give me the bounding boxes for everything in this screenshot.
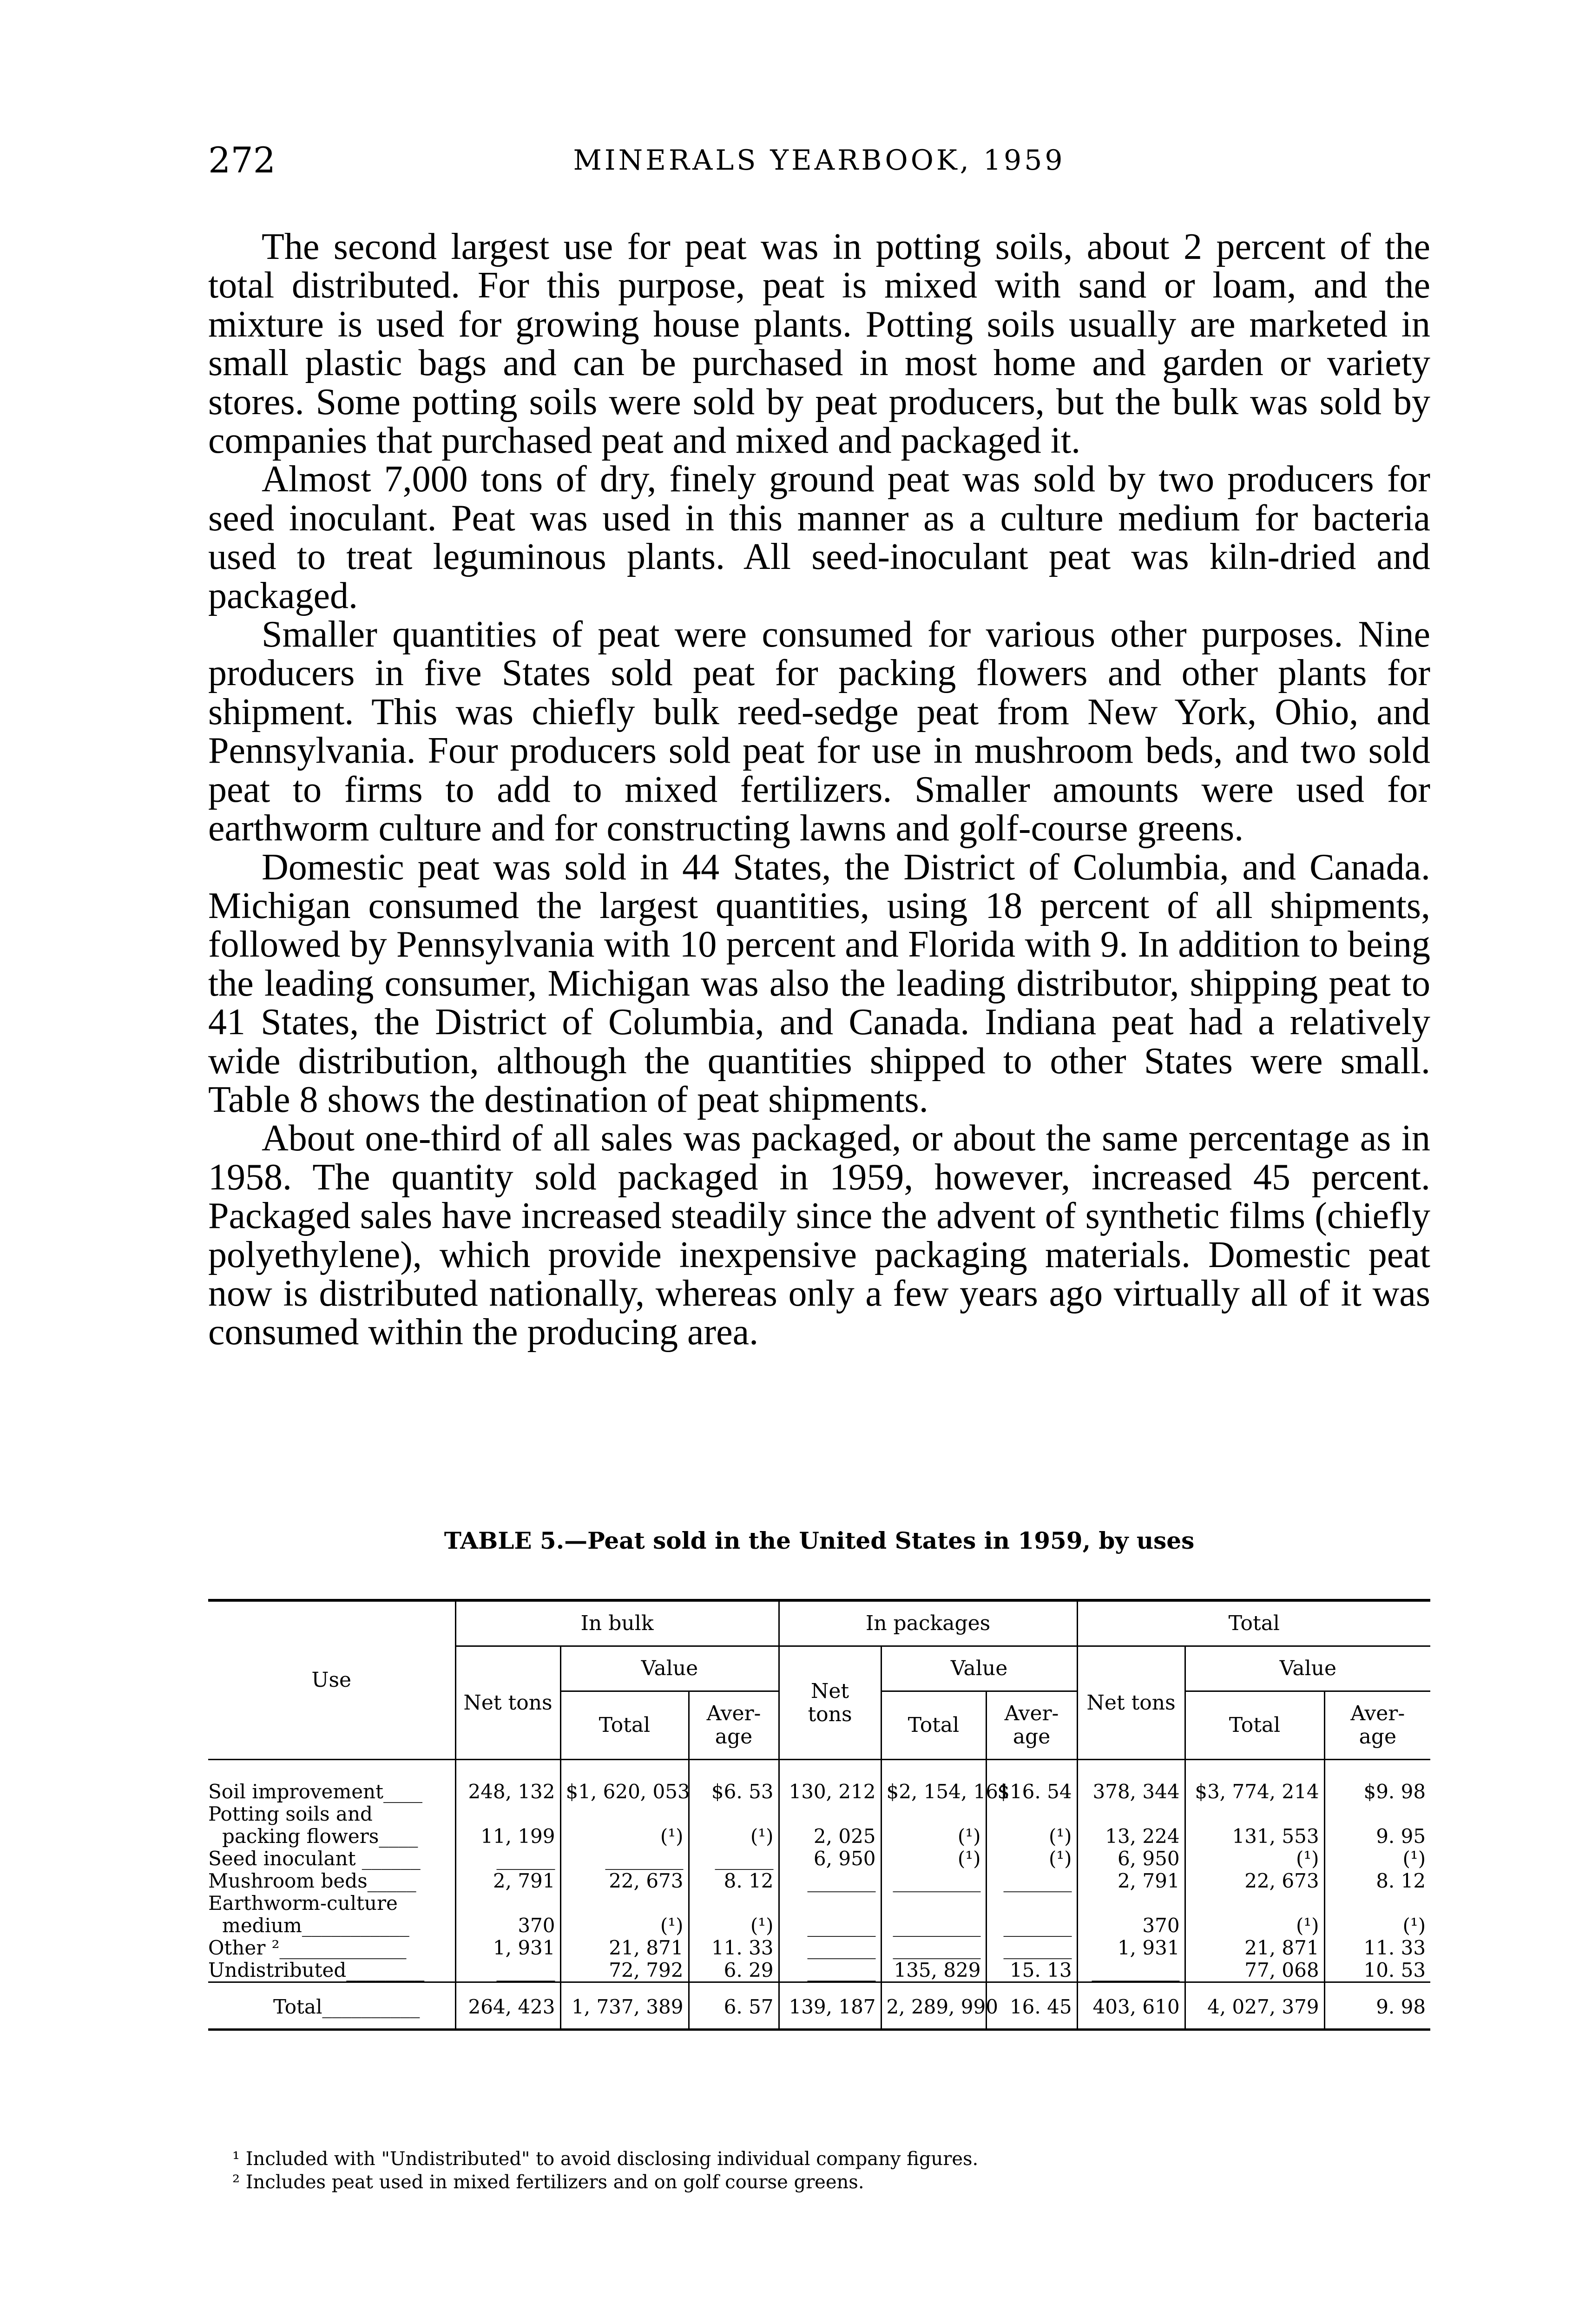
header-total-value: Value (1185, 1646, 1430, 1691)
cell-value: 72, 792 (560, 1959, 689, 1982)
cell-value (689, 1892, 779, 1915)
cell-value: 6. 29 (689, 1959, 779, 1982)
cell-value: $9. 98 (1363, 1780, 1426, 1803)
table-caption: TABLE 5.—Peat sold in the United States in 1959, by uses (444, 1527, 1195, 1554)
table-row (208, 1825, 1430, 1848)
paragraph: Almost 7,000 tons of dry, finely ground peat was sold by two producers for seed inoculant. Peat was used in this manner as a culture medium for bacteria used to treat leguminous plants. All seed-inoculant peat was kiln-dried and packaged. (208, 459, 1430, 616)
cell-value (560, 1892, 689, 1915)
cell-value: (¹) (560, 1825, 689, 1848)
cell-value: 15. 13 (986, 1959, 1077, 1982)
cell-value: 21, 871 (1185, 1937, 1324, 1959)
cell-value: (¹) (1185, 1848, 1324, 1870)
cell-value: _______ (779, 1959, 881, 1982)
cell-value (779, 1803, 881, 1825)
cell-use: Undistributed________ (208, 1959, 455, 1982)
header-packages-value: Value (881, 1646, 1077, 1691)
cell-value: 22, 673 (560, 1870, 689, 1892)
cell-value: ________ (560, 1848, 689, 1870)
cell-value (881, 1803, 986, 1825)
page-number: 272 (208, 139, 276, 181)
cell-value: 248, 132 (455, 1760, 560, 1803)
cell-value: 2, 791 (1077, 1870, 1185, 1892)
table-row (208, 1915, 1430, 1937)
table-container (208, 1599, 1430, 2031)
footnote: ¹ Included with "Undistributed" to avoid disclosing individual company figures. (232, 2148, 979, 2170)
cell-value (689, 1803, 779, 1825)
cell-value: $1, 620, 053 (560, 1760, 689, 1803)
cell-value (986, 1892, 1077, 1915)
cell-value: 10. 53 (1363, 1959, 1426, 1981)
cell-value: 22, 673 (1185, 1870, 1324, 1892)
paragraph: About one-third of all sales was packaged, or about the same percentage as in 1958. The quantity sold packaged in 1959, however, increased 45 percent. Packaged sales have increased steadily since the advent of synthetic films (chiefly polyethylene), which provide inexpensive packaging materials. Domestic peat now is distributed nationally, whereas only a few years ago virtually all of it was consumed within the producing area. (208, 1118, 1430, 1353)
running-title: MINERALS YEARBOOK, 1959 (573, 144, 1066, 177)
cell-value: _______ (986, 1915, 1077, 1937)
cell-value: ______ (455, 1848, 560, 1870)
table-row (208, 1870, 1430, 1892)
cell-value: 131, 553 (1185, 1825, 1324, 1848)
cell-use: Seed inoculant ______ (208, 1848, 455, 1870)
cell-value: (¹) (986, 1825, 1077, 1848)
header-packages-net-tons: Net tons (779, 1646, 881, 1760)
cell-value: $3, 774, 214 (1185, 1760, 1324, 1803)
header-packages-average: Aver- age (986, 1691, 1077, 1760)
cell-value: 11. 33 (689, 1937, 779, 1959)
body-text (208, 228, 1430, 1352)
cell-value: _______ (986, 1870, 1077, 1892)
cell-value: 135, 829 (881, 1959, 986, 1982)
cell-value: 8. 12 (689, 1870, 779, 1892)
cell-value: _________ (1077, 1959, 1185, 1982)
header-bulk-value-total: Total (560, 1691, 689, 1760)
cell-value: 1, 931 (1077, 1937, 1185, 1959)
cell-value: (¹) (1402, 1847, 1426, 1870)
cell-value (779, 1892, 881, 1915)
cell-use: Soil improvement____ (208, 1760, 455, 1803)
cell-use: Potting soils and (208, 1803, 455, 1825)
cell-value: (¹) (689, 1825, 779, 1848)
cell-value (1077, 1892, 1185, 1915)
cell-value: _______ (779, 1915, 881, 1937)
table-total-row (208, 1982, 1430, 2029)
paragraph: Smaller quantities of peat were consumed for various other purposes. Nine producers in five States sold peat for packing flowers and other plants for shipment. This was chiefly bulk reed-sedge peat from New York, Ohio, and Pennsylvania. Four producers sold peat for use in mushroom beds, and two sold peat to firms to add to mixed fertilizers. Smaller amounts were used for earthworm culture and for constructing lawns and golf-course greens. (208, 614, 1430, 849)
cell-value: _______ (779, 1870, 881, 1892)
table-row (208, 1760, 1430, 1803)
cell-use: packing flowers____ (208, 1825, 455, 1848)
paragraph: The second largest use for peat was in potting soils, about 2 percent of the total distributed. For this purpose, peat is mixed with sand or loam, and the mixture is used for growing house plants. Potting soils usually are marketed in small plastic bags and can be purchased in most home and garden or variety stores. Some potting soils were sold by peat producers, but the bulk was sold by companies that purchased peat and mixed and packaged it. (208, 226, 1430, 462)
cell-value: $16. 54 (986, 1760, 1077, 1803)
footnotes (232, 2147, 1394, 2194)
cell-value: _________ (881, 1870, 986, 1892)
cell-value: 6. 57 (689, 1982, 779, 2029)
table-row (208, 1848, 1430, 1870)
cell-value (1077, 1803, 1185, 1825)
cell-value: (¹) (986, 1848, 1077, 1870)
cell-value: 2, 289, 990 (881, 1982, 986, 2029)
table-row (208, 1959, 1430, 1982)
cell-use: Earthworm-culture (208, 1892, 455, 1915)
cell-value: (¹) (1402, 1914, 1426, 1937)
cell-value: (¹) (881, 1848, 986, 1870)
cell-value (1185, 1892, 1324, 1915)
page-header (208, 139, 1430, 191)
cell-value: 6, 950 (779, 1848, 881, 1870)
cell-value (1324, 1892, 1430, 1915)
footnote: ² Includes peat used in mixed fertilizers and on golf course greens. (232, 2172, 864, 2193)
cell-value: 130, 212 (779, 1760, 881, 1803)
cell-value: 11, 199 (455, 1825, 560, 1848)
cell-value: ______ (455, 1959, 560, 1982)
table-row (208, 1892, 1430, 1915)
cell-use: Mushroom beds_____ (208, 1870, 455, 1892)
cell-value: (¹) (881, 1825, 986, 1848)
cell-value: 378, 344 (1077, 1760, 1185, 1803)
header-in-bulk: In bulk (455, 1602, 779, 1646)
cell-value (560, 1803, 689, 1825)
cell-use: Total__________ (208, 1982, 455, 2029)
header-bulk-value: Value (560, 1646, 779, 1691)
cell-value: 11. 33 (1363, 1936, 1426, 1959)
cell-value: _______ (779, 1937, 881, 1959)
cell-value: _________ (881, 1937, 986, 1959)
cell-value: 77, 068 (1185, 1959, 1324, 1982)
cell-value (1324, 1803, 1430, 1825)
cell-value (986, 1803, 1077, 1825)
cell-value: 264, 423 (455, 1982, 560, 2029)
cell-value: 9. 98 (1324, 1982, 1430, 2029)
table-bottom-rule (208, 2028, 1430, 2031)
cell-value (1185, 1803, 1324, 1825)
cell-value: $2, 154, 161 (881, 1760, 986, 1803)
table-body (208, 1760, 1430, 2029)
cell-value: 2, 025 (779, 1825, 881, 1848)
header-packages-value-total: Total (881, 1691, 986, 1760)
table-row (208, 1937, 1430, 1959)
header-in-packages: In packages (779, 1602, 1077, 1646)
cell-value: ______ (689, 1848, 779, 1870)
cell-value: 4, 027, 379 (1185, 1982, 1324, 2029)
cell-value: _______ (986, 1937, 1077, 1959)
cell-value: 370 (1077, 1915, 1185, 1937)
cell-value: 8. 12 (1376, 1869, 1426, 1892)
cell-use: medium___________ (208, 1915, 455, 1937)
header-total-net-tons: Net tons (1077, 1646, 1185, 1760)
cell-value: 139, 187 (779, 1982, 881, 2029)
paragraph: Domestic peat was sold in 44 States, the District of Columbia, and Canada. Michigan consumed the largest quantities, using 18 percent of all shipments, followed by Pennsylvania with 10 percent and Florida with 9. In addition to being the leading consumer, Michigan was also the leading distributor, shipping peat to 41 States, the District of Columbia, and Canada. Indiana peat had a relatively wide distribution, although the quantities shipped to other States were small. Table 8 shows the destination of peat shipments. (208, 846, 1430, 1120)
header-bulk-average: Aver- age (689, 1691, 779, 1760)
cell-value: _________ (881, 1915, 986, 1937)
header-total: Total (1077, 1602, 1430, 1646)
cell-value: (¹) (689, 1915, 779, 1937)
header-total-average: Aver- age (1324, 1691, 1430, 1760)
cell-value (881, 1892, 986, 1915)
cell-value: 2, 791 (455, 1870, 560, 1892)
peat-uses-table (208, 1602, 1430, 2028)
cell-value: 1, 931 (455, 1937, 560, 1959)
cell-value (455, 1892, 560, 1915)
cell-value (455, 1803, 560, 1825)
table-row (208, 1803, 1430, 1825)
cell-value: 9. 95 (1376, 1825, 1426, 1848)
header-bulk-net-tons: Net tons (455, 1646, 560, 1760)
cell-value: (¹) (1185, 1915, 1324, 1937)
cell-value: 403, 610 (1077, 1982, 1185, 2029)
cell-use: Other ²_____________ (208, 1937, 455, 1959)
cell-value: 13, 224 (1077, 1825, 1185, 1848)
header-use: Use (208, 1602, 455, 1760)
cell-value: 6, 950 (1077, 1848, 1185, 1870)
cell-value: 370 (455, 1915, 560, 1937)
cell-value: 1, 737, 389 (560, 1982, 689, 2029)
cell-value: 21, 871 (560, 1937, 689, 1959)
cell-value: 16. 45 (986, 1982, 1077, 2029)
cell-value: $6. 53 (689, 1760, 779, 1803)
header-total-value-total: Total (1185, 1691, 1324, 1760)
cell-value: (¹) (560, 1915, 689, 1937)
